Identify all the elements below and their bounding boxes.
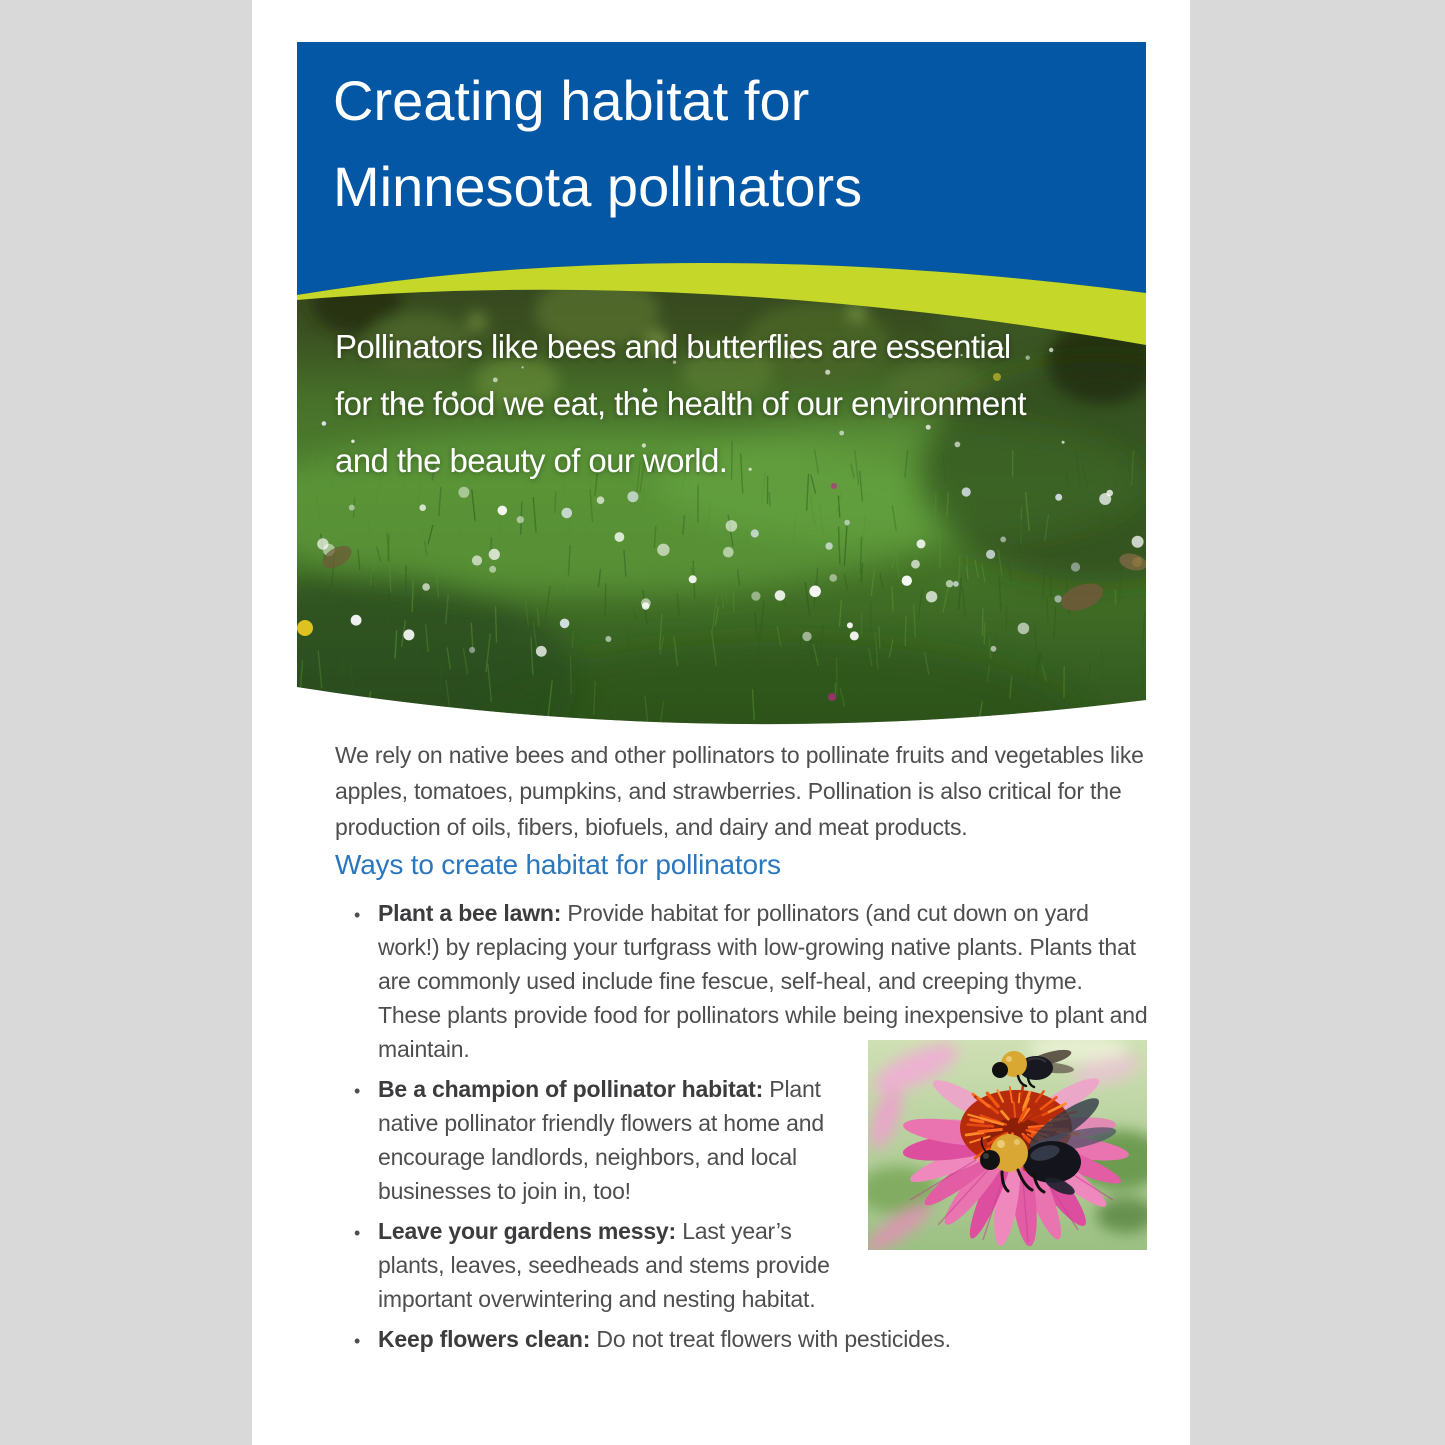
bullet-paragraph <box>378 1072 855 1208</box>
coneflower-photo <box>868 1040 1147 1250</box>
section-heading: Ways to create habitat for pollinators <box>335 849 781 880</box>
bullet-lead: Plant a bee lawn: <box>378 900 562 926</box>
bullet-lead: Leave your gardens messy: <box>378 1218 676 1244</box>
tagline-line-3: and the beauty of our world. <box>335 442 728 479</box>
bullet-lead: Be a champion of pollinator habitat: <box>378 1076 764 1102</box>
bullet-dot <box>354 1322 378 1358</box>
bullet-text: Plant native pollinator friendly flowers at home and encourage landlords, neighbors, and local businesses to join in, too! <box>378 1076 824 1204</box>
bullet-text: Last year’s plants, leaves, seedheads and stems provide important overwintering and nesting habitat. <box>378 1218 830 1312</box>
title-line-1: Creating habitat for <box>333 69 810 132</box>
title-line-2: Minnesota pollinators <box>333 155 863 218</box>
bullet-dot <box>354 1214 378 1316</box>
bullet-paragraph <box>378 1214 855 1316</box>
tagline-line-2: for the food we eat, the health of our environment <box>335 385 1026 422</box>
page-title <box>333 58 862 230</box>
hero <box>297 42 1146 732</box>
coneflower-graphic <box>868 1040 1147 1250</box>
bullet-text: Provide habitat for pollinators (and cut down on yard work!) by replacing your turfgrass with low-growing native plants. Plants that are commonly used include fine fescue, self-heal, and creeping thyme. These plants provide food for pollinators while being inexpensive to plant and maintain. <box>378 900 1148 1062</box>
intro-paragraph: We rely on native bees and other pollinators to pollinate fruits and vegetables like apples, tomatoes, pumpkins, and strawberries. Pollination is also critical for the production of oils, fibers, biofuels, and dairy and meat products. <box>335 742 1144 840</box>
bullet-text: Do not treat flowers with pesticides. <box>596 1326 951 1352</box>
flyer-page <box>252 0 1190 1445</box>
hero-tagline <box>335 318 1026 489</box>
bullet-lead: Keep flowers clean: <box>378 1326 591 1352</box>
bullet-paragraph <box>378 1322 1149 1358</box>
list-item <box>354 1322 1149 1358</box>
tagline-line-1: Pollinators like bees and butterflies are essential <box>335 328 1011 365</box>
bullet-dot <box>354 896 378 1066</box>
bullet-dot <box>354 1072 378 1208</box>
